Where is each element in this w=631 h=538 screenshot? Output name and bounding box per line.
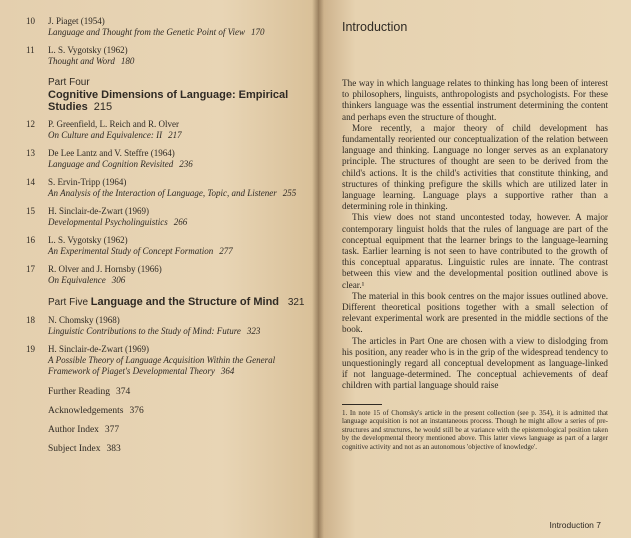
entry-title-line <box>48 56 312 67</box>
entry-page: 217 <box>168 130 182 140</box>
toc-entry <box>26 148 312 170</box>
entry-author: N. Chomsky (1968) <box>48 315 120 325</box>
entry-page: 306 <box>111 275 126 285</box>
entry-title: Language and Thought from the Genetic Point of View <box>48 27 245 37</box>
entry-title-line <box>48 159 312 170</box>
toc-entry <box>26 235 312 257</box>
back-matter-label: Acknowledgements <box>48 406 124 416</box>
entry-author: J. Piaget (1954) <box>48 16 105 26</box>
entry-title-line <box>48 275 312 286</box>
introduction-paragraph: More recently, a major theory of child development has fundamentally reoriented our conceptualization of the relation between language and thinking. Language no longer serves as an explanatory principle. The structures of thought are seen to be derived from the child's actions. It is the child's activities that constitute thinking, and structures of thinking prefigure the skills which are utilized later in language learning. Language plays a supportive rather than a determining role in thinking. <box>342 122 608 212</box>
entry-page: 364 <box>220 366 235 376</box>
book-gutter <box>312 0 324 538</box>
entry-page: 180 <box>120 56 135 66</box>
part-five-page: 321 <box>287 297 305 308</box>
part-four-title: Cognitive Dimensions of Language: Empirical Studies 215 <box>48 89 289 113</box>
entry-number: 19 <box>26 344 35 354</box>
introduction-column <box>342 20 608 452</box>
toc-entry <box>26 16 312 38</box>
footnote-rule <box>342 404 382 405</box>
introduction-body <box>342 78 608 392</box>
toc-entry <box>26 119 312 141</box>
introduction-heading: Introduction <box>342 20 408 34</box>
entry-title-line <box>48 27 312 38</box>
entry-page: 236 <box>179 159 193 169</box>
entry-author: L. S. Vygotsky (1962) <box>48 45 128 55</box>
toc-entry <box>26 206 312 228</box>
entry-title: Language and Cognition Revisited <box>48 159 174 169</box>
toc-entry <box>26 315 312 337</box>
entry-page: 255 <box>282 188 297 198</box>
introduction-paragraph: This view does not stand uncontested today, however. A major contemporary linguist holds that the rules of language are part of the conceptual equipment that the learner brings to the language-learning task. Earlier learning is not seen to have contributed to the growth of this conceptual apparatus. Linguistic rules are innate. The contrast between this view and the developmental position outlined above is clear.¹ <box>342 212 608 290</box>
back-matter-label: Author Index <box>48 425 99 435</box>
table-of-contents <box>26 16 312 463</box>
part-four-heading <box>26 77 312 113</box>
entry-author: L. S. Vygotsky (1962) <box>48 235 128 245</box>
entry-title-line <box>48 246 312 257</box>
toc-entry <box>26 264 312 286</box>
entry-title: On Culture and Equivalence: II <box>48 130 163 140</box>
entry-title-line <box>48 130 312 141</box>
entry-number: 15 <box>26 206 35 216</box>
back-matter-page: 374 <box>116 387 131 397</box>
footnote: 1. In note 15 of Chomsky's article in the present collection (see p. 354), it is admitted that language acquisition is not an instantaneous process. Though he might allow a series of pre-structures and structures, he would still be at variance with the epistemological position taken by the developmental theory mentioned above. This latter views language as part of a larger cognitive activity and not as an autonomous 'objective of knowledge'. <box>342 408 608 452</box>
entry-title: Developmental Psycholinguistics <box>48 217 168 227</box>
entry-title: An Analysis of the Interaction of Language, Topic, and Listener <box>48 188 277 198</box>
toc-entry <box>26 344 312 377</box>
page-footer: Introduction 7 <box>549 520 601 530</box>
entry-title: Linguistic Contributions to the Study of Mind: Future <box>48 326 241 336</box>
entry-page: 277 <box>219 246 233 256</box>
entry-number: 13 <box>26 148 35 158</box>
entry-author: R. Olver and J. Hornsby (1966) <box>48 264 162 274</box>
entry-title-line <box>48 326 312 337</box>
part-four-label: Part Four <box>48 77 90 88</box>
back-matter-label: Further Reading <box>48 387 111 397</box>
back-matter-page: 376 <box>129 406 144 416</box>
back-matter-label: Subject Index <box>48 444 101 454</box>
introduction-paragraph: The material in this book centres on the major issues outlined above. Different theoretical positions together with a small selection of relevant experimental work are presented in the middle sections of the book. <box>342 290 608 335</box>
entry-title: An Experimental Study of Concept Formation <box>48 246 214 256</box>
introduction-paragraph: The way in which language relates to thinking has long been of interest to philosophers, linguists, anthropologists and psychologists. For these thinkers language was the essential instrument determining the content and perhaps even the structure of thought. <box>342 78 608 122</box>
back-matter-item <box>26 387 312 398</box>
part-five-label: Part Five <box>48 297 89 308</box>
entry-page: 170 <box>250 27 265 37</box>
back-matter-page: 383 <box>106 444 121 454</box>
back-matter-page: 377 <box>104 425 120 435</box>
toc-entry <box>26 45 312 67</box>
part-five-heading <box>26 296 312 309</box>
entry-title-line <box>48 355 312 377</box>
entry-page: 323 <box>246 326 261 336</box>
toc-entry <box>26 177 312 199</box>
back-matter-item <box>26 406 312 417</box>
entry-number: 16 <box>26 235 35 245</box>
entry-title: A Possible Theory of Language Acquisition Within the General Framework of Piaget's Developmental Theory <box>48 355 276 376</box>
entry-title-line <box>48 217 312 228</box>
entry-number: 11 <box>26 45 35 55</box>
entry-number: 17 <box>26 264 35 274</box>
entry-title-line <box>48 188 312 199</box>
entry-author: P. Greenfield, L. Reich and R. Olver <box>48 119 179 129</box>
back-matter-item <box>26 425 312 436</box>
entry-author: H. Sinclair-de-Zwart (1969) <box>48 344 150 354</box>
entry-author: S. Ervin-Tripp (1964) <box>48 177 127 187</box>
back-matter-item <box>26 444 312 455</box>
introduction-paragraph: The articles in Part One are chosen with a view to dislodging from his position, any reader who is in the grip of the widespread tendency to unquestioningly regard all conceptual development as language-linked if not language-determined. The conceptual achievements of deaf children with partial language should raise <box>342 335 608 391</box>
entry-page: 266 <box>173 217 188 227</box>
entry-title: Thought and Word <box>48 56 115 66</box>
entry-author: De Lee Lantz and V. Steffre (1964) <box>48 148 175 158</box>
entry-author: H. Sinclair-de-Zwart (1969) <box>48 206 150 216</box>
entry-title: On Equivalence <box>48 275 106 285</box>
entry-number: 10 <box>26 16 35 26</box>
entry-number: 14 <box>26 177 35 187</box>
entry-number: 12 <box>26 119 35 129</box>
part-five-title: Language and the Structure of Mind <box>90 296 280 308</box>
entry-number: 18 <box>26 315 35 325</box>
